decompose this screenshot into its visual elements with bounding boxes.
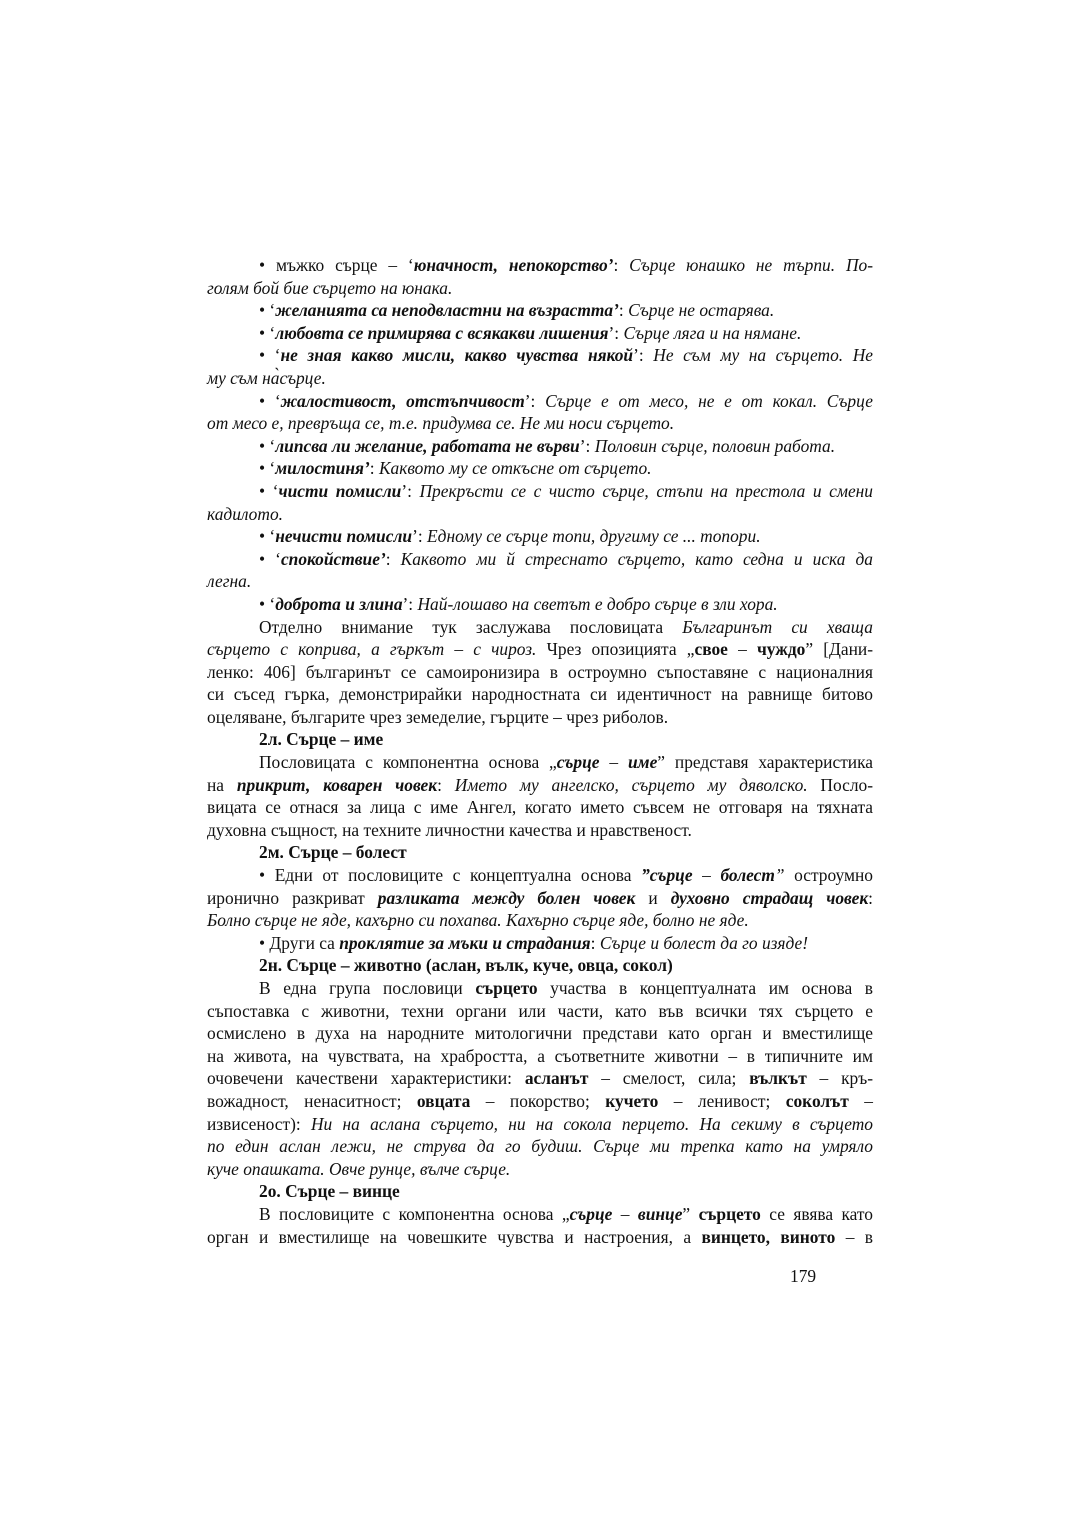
text-line [207,638,873,661]
text-run: Българинът си хваща [682,616,873,637]
text-run: осмислено в духа на народните митологични представи като орган и вместилище [207,1023,873,1044]
text-run: вожадност, ненаситност; [207,1090,417,1111]
text-run: Каквото му се откъсне от сърцето. [378,458,652,479]
text-line [207,480,873,503]
text-run: ’: [402,593,418,614]
text-run: юначност, непокорство’ [413,255,614,275]
text-line [207,1135,873,1158]
text-run: • ‘ [259,526,276,547]
text-run: сърцето с коприва, а гъркът – с чироз. [207,639,537,660]
text-line [207,1226,873,1249]
text-run: ’: [412,526,428,547]
text-line [207,751,873,774]
text-line [207,344,873,367]
text-run: • ‘ [259,435,276,456]
text-line [207,457,873,480]
text-line [207,706,873,729]
text-run: : [590,932,600,953]
text-run: и [635,887,671,908]
text-run: • ‘ [259,458,276,479]
text-run: • Други са [259,932,340,953]
text-run: Най-лошаво на светът е добро сърце в зли хора. [417,593,778,614]
text-line [207,503,873,526]
text-run: спокойствие’ [280,548,386,569]
text-run: сърцето [698,1203,761,1224]
text-run: • ‘ [259,345,281,366]
text-run: Прекръсти се с чисто сърце, стъпи на престола и смени [419,480,873,501]
text-run: • мъжко сърце – ‘ [259,255,414,275]
text-run: куче опашката. Овче рунце, вълче сърце. [207,1158,511,1179]
text-run: – [727,639,757,660]
text-line [207,390,873,413]
text-line [207,299,873,322]
text-run: ’: [633,345,654,366]
text-line [207,977,873,1000]
text-run: болест [720,865,775,886]
text-run: – смелост, сила; [588,1068,750,1089]
text-run: очовечени качествени характеристики: [207,1068,525,1089]
text-run: – ленивост; [658,1090,786,1111]
text-run: Сърце ляга и на нямане. [623,322,802,343]
text-run: : [613,255,630,275]
text-run: • ‘ [259,300,276,321]
text-run: Каквото ми й стреснато сърцето, като седна и иска да [400,548,873,569]
text-run: Сърце не остарява. [628,300,775,321]
text-run: легна. [207,571,252,592]
text-run: ’: [401,480,420,501]
text-run: ” [682,1203,699,1224]
text-run: В една група пословици [259,978,476,998]
page-body [207,254,873,1248]
text-run: извисеност): [207,1113,311,1134]
text-run: съпоставка с животни, техни органи или части, като във всички тях сърцето е [207,1000,873,1021]
text-line [207,796,873,819]
text-run: овцата [416,1090,471,1111]
text-run: любовта се примирява с всякакви лишения [275,322,609,343]
text-run: В пословиците с компонентна основа „ [259,1203,570,1224]
text-run: • ‘ [259,593,276,614]
text-run: • ‘ [259,480,279,501]
text-line [207,367,873,390]
section-heading [207,1180,873,1203]
text-run: му съм на̀сърце. [207,367,326,388]
text-run: винце [637,1203,683,1224]
text-run: духовно страдащ човек [670,887,869,908]
text-run: ” представя характеристика [657,752,874,773]
text-line [207,616,873,639]
text-line [207,1113,873,1136]
text-line [207,1045,873,1068]
text-run: – [599,752,628,773]
text-run: си съсед гърка, демонстрирайки народностната си идентичност на равнище битово [207,684,873,705]
text-run: 2о. Сърце – винце [259,1181,400,1202]
text-run: доброта и злина [275,593,403,614]
section-heading [207,954,873,977]
text-run: ’: [524,390,546,411]
text-run: ленко: 406] българинът се самоиронизира в остроумно съпоставяне с националния [207,661,873,682]
text-line [207,412,873,435]
text-run: Не съм му на сърцето. Не [653,345,873,366]
text-run: 2н. Сърце – животно (аслан, вълк, куче, овца, сокол) [259,955,673,976]
text-line [207,683,873,706]
text-run: сърце [569,1203,613,1224]
text-line [207,322,873,345]
text-run: асланът [524,1068,589,1089]
text-run: Сърце е от месо, не е от кокал. Сърце [545,390,873,411]
text-run: ’: [579,435,595,456]
text-run: остроумно [784,865,874,886]
text-line [207,864,873,887]
text-run: жалостивост, отстъпчивост [280,390,525,411]
text-run: : [369,458,379,479]
text-line [207,593,873,616]
text-run: ” [Дани- [805,639,874,660]
text-run: от месо е, превръща се, т.е. придумва се. Не ми носи сърцето. [207,413,675,434]
text-run: чуждо [756,639,806,660]
text-run: 2м. Сърце – болест [259,842,407,863]
text-line [207,254,873,277]
text-run: • ‘ [259,548,281,569]
text-line [207,661,873,684]
text-run: нечисти помисли [275,526,413,547]
text-run: оцеляване, българите чрез земеделие, гърците – чрез риболов. [207,706,669,727]
text-run: : [385,548,401,569]
text-run: на [207,774,237,795]
text-run: винцето, виното [701,1226,836,1247]
text-run: желанията са неподвластни на възрастта’ [275,300,619,321]
text-line [207,570,873,593]
text-line [207,435,873,458]
text-run: – [692,865,721,886]
text-run: • Едни от пословиците с концептуална основа [259,865,642,886]
text-run: кадилото. [207,503,283,524]
text-run: • ‘ [259,322,276,343]
text-line [207,1203,873,1226]
text-run: – в [835,1226,874,1247]
text-run: проклятие за мъки и страдания [339,932,591,953]
text-line [207,887,873,910]
text-run: • ‘ [259,390,281,411]
text-run: на живота, на чувствата, на храбростта, а съответните животни – в типичните им [207,1045,873,1066]
text-run: Посло- [807,774,873,795]
text-line [207,774,873,797]
text-line [207,932,873,955]
text-run: Половин сърце, половин работа. [594,435,836,456]
text-run: участва в концептуалната им основа в [537,978,873,998]
text-run: свое [694,639,728,660]
text-run: – кръ- [806,1068,873,1089]
text-line [207,909,873,932]
text-run: ”сърце [641,865,693,886]
text-run: Името му ангелско, сърцето му дяволско. [454,774,808,795]
text-run: разликата между болен човек [377,887,636,908]
text-run: вълкът [749,1068,807,1089]
text-run: духовна същност, на техните личностни качества и нравственост. [207,819,692,840]
text-run: – покорство; [470,1090,606,1111]
text-run: липсва ли желание, работата не върви [275,435,580,456]
text-run: Сърце юнашко не търпи. По- [629,255,873,275]
text-run: Пословицата с компонентна основа „ [259,752,557,773]
text-run: Ни на аслана сърцето, ни на сокола перцето. На секиму в сърцето [310,1113,873,1134]
text-line [207,1067,873,1090]
text-run: ’: [608,322,624,343]
text-run: Отделно внимание тук заслужава пословицата [259,616,683,637]
text-run: – [612,1203,638,1224]
text-run: Сърце и болест да го изяде! [599,932,809,953]
text-run: милостиня’ [275,458,370,479]
text-run: чисти помисли [278,480,402,501]
text-run: соколът [785,1090,849,1111]
section-heading [207,728,873,751]
text-run: не зная какво мисли, какво чувства някой [280,345,634,366]
page-number: 179 [790,1266,817,1286]
text-line [207,1090,873,1113]
text-run: орган и вместилище на човешките чувства и настроения, а [207,1226,702,1247]
text-line [207,548,873,571]
text-run: иронично разкриват [207,887,378,908]
text-run: Чрез опозицията „ [536,639,695,660]
text-run: ” [774,865,785,886]
text-run: по един аслан лежи, не струва да го будиш. Сърце ми трепка като на умряло [207,1136,873,1157]
text-run: : [868,887,873,908]
text-line [207,1000,873,1023]
text-run: сърце [556,752,600,773]
text-run: кучето [605,1090,659,1111]
text-run: голям бой бие сърцето на юнака. [207,277,453,298]
text-run: сърцето [475,978,538,998]
text-run: се явява като [760,1203,873,1224]
text-line [207,1158,873,1181]
text-run: 2л. Сърце – име [259,729,384,750]
section-heading [207,841,873,864]
text-run: : [437,774,455,795]
text-line [207,525,873,548]
text-run: : [618,300,629,321]
text-run: вицата се отнася за лица с име Ангел, когато името съвсем не отговаря на тяхната [207,797,873,818]
text-line [207,277,873,300]
text-run: прикрит, коварен човек [236,774,438,795]
text-line [207,819,873,842]
text-run: Едному се сърце топи, другиму се ... топори. [427,526,761,547]
text-run: име [627,752,658,773]
text-run: – [848,1090,873,1111]
text-run: Болно сърце не яде, кахърно си похапва. Кахърно сърце яде, болно не яде. [207,910,749,931]
text-line [207,1022,873,1045]
